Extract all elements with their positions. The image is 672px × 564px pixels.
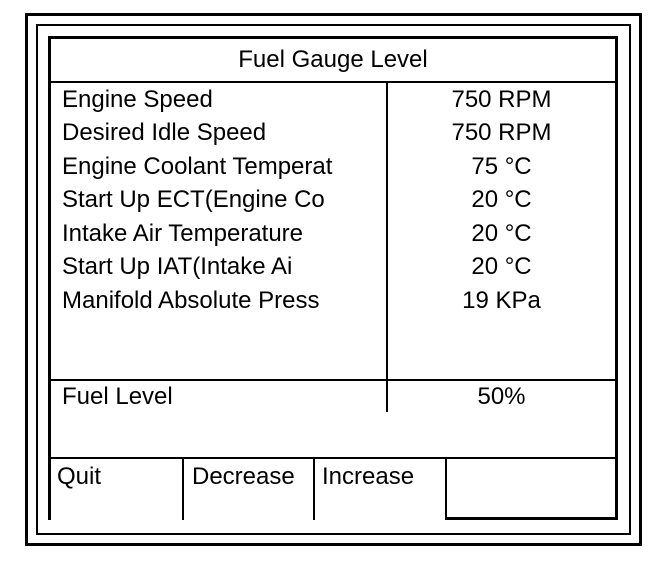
parameter-list — [51, 83, 615, 318]
parameter-label: Desired Idle Speed — [62, 119, 267, 147]
fuel-level-label: Fuel Level — [62, 383, 173, 410]
fuel-level-row — [51, 382, 615, 412]
parameter-label: Start Up IAT(Intake Ai — [62, 253, 293, 281]
parameter-value: 20 °C — [471, 253, 532, 281]
parameter-label: Manifold Absolute Press — [62, 286, 320, 314]
parameter-row-start-up-iat — [51, 251, 615, 285]
parameter-label: Engine Coolant Temperat — [62, 152, 333, 180]
decrease-button[interactable]: Decrease — [184, 459, 315, 520]
parameter-value: 19 KPa — [462, 286, 541, 314]
parameter-label: Engine Speed — [62, 85, 213, 113]
parameter-label: Start Up ECT(Engine Co — [62, 186, 325, 214]
parameter-row-start-up-ect — [51, 184, 615, 218]
increase-button[interactable]: Increase — [315, 459, 447, 520]
parameter-row-engine-speed — [51, 83, 615, 117]
parameter-row-desired-idle-speed — [51, 117, 615, 151]
parameter-value: 75 °C — [471, 152, 532, 180]
parameter-value: 750 RPM — [451, 119, 552, 147]
parameter-value: 20 °C — [471, 186, 532, 214]
section-divider — [51, 379, 615, 381]
parameter-label: Intake Air Temperature — [62, 219, 304, 247]
parameter-row-manifold-absolute-pressure — [51, 284, 615, 318]
parameter-row-intake-air-temperature — [51, 217, 615, 251]
fuel-level-value: 50% — [477, 383, 526, 410]
parameter-value: 20 °C — [471, 219, 532, 247]
quit-button[interactable]: Quit — [51, 459, 184, 520]
parameter-row-engine-coolant-temperature — [51, 150, 615, 184]
softkey-bar — [51, 457, 615, 520]
parameter-value: 750 RPM — [451, 85, 552, 113]
scan-tool-panel — [48, 36, 618, 520]
panel-title: Fuel Gauge Level — [51, 39, 615, 83]
